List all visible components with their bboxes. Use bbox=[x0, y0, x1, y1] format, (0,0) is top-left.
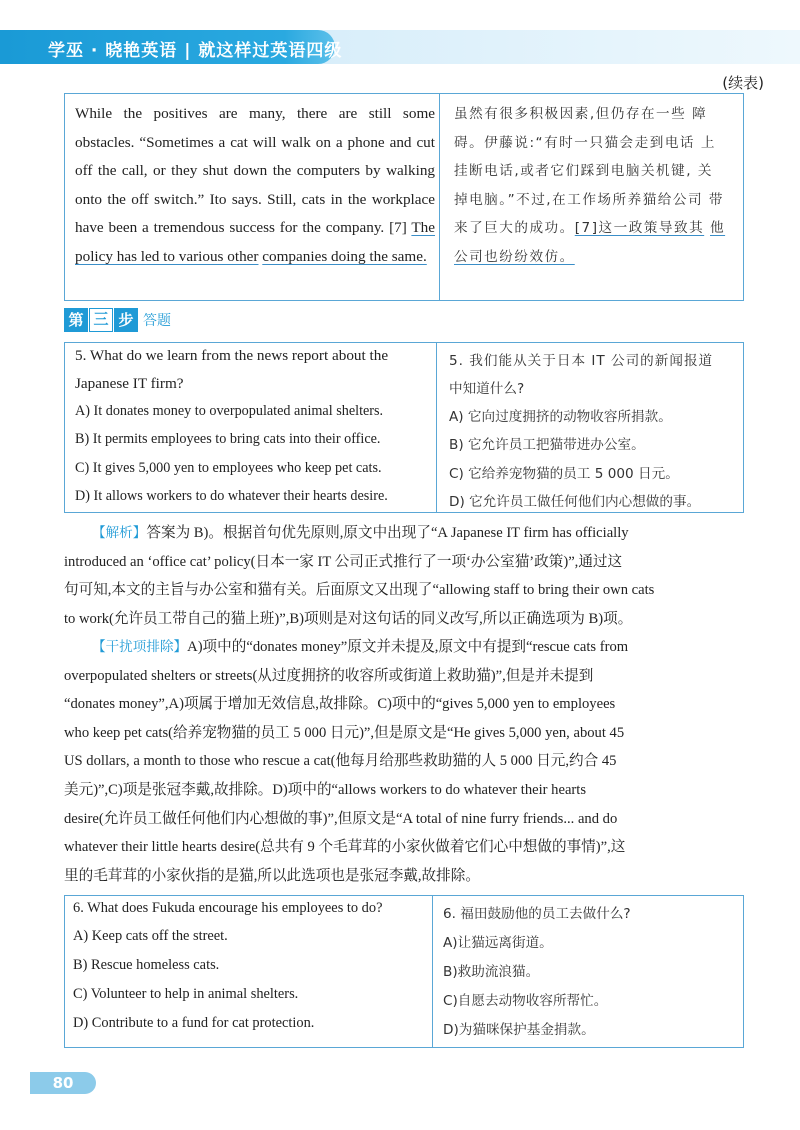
question-5-zh-line1: 5. 我们能从关于日本 IT 公司的新闻报道 bbox=[449, 353, 714, 369]
passage-chinese-text bbox=[454, 100, 726, 272]
question-6-en-option: A) Keep cats off the street. bbox=[73, 928, 228, 944]
passage-zh-line: 上挂断电话,或者它们踩到电脑关机键, bbox=[454, 134, 716, 180]
distractor-line: overpopulated shelters or streets(从过度拥挤的收容所或街道上救助猫)”,但是并未提到 bbox=[64, 667, 594, 684]
question-6-en-option: C) Volunteer to help in animal shelters. bbox=[73, 986, 299, 1002]
step-label bbox=[64, 307, 171, 333]
passage-zh-line: 虽然有很多积极因素,但仍存在一些 bbox=[454, 106, 687, 122]
passage-english-text bbox=[75, 100, 435, 272]
question-6-en-option: D) Contribute to a fund for cat protection. bbox=[73, 1015, 315, 1031]
question-5-zh-option: C) 它给养宠物猫的员工 5 000 日元。 bbox=[449, 466, 679, 482]
question-5-en-option: D) It allows workers to do whatever their hearts desire. bbox=[75, 488, 388, 504]
question-5-en-option: B) It permits employees to bring cats into their office. bbox=[75, 431, 381, 447]
analysis-line: 句可知,本文的主旨与办公室和猫有关。后面原文又出现了“allowing staff to bring their own cats bbox=[64, 582, 655, 599]
analysis-line: introduced an ‘office cat’ policy(日本一家 IT 公司正式推行了一项‘办公室猫’政策)”,通过这 bbox=[64, 553, 623, 570]
question-5-en-line2: Japanese IT firm? bbox=[75, 375, 184, 392]
table-divider bbox=[436, 343, 437, 512]
distractor-line: US dollars, a month to those who rescue a cat(他每月给那些救助猫的人 5 000 日元,约合 45 bbox=[64, 753, 617, 770]
passage-en-line: the workplace have been a tremendous success for the bbox=[75, 190, 435, 237]
distractor-line: “donates money”,A)项属于增加无效信息,故排除。C)项中的“gives 5,000 yen to employees bbox=[64, 696, 616, 713]
question-5-en-option: A) It donates money to overpopulated animal shelters. bbox=[75, 403, 384, 419]
question-6-table bbox=[64, 895, 744, 1048]
question-5-english-cell bbox=[65, 343, 436, 512]
passage-en-line: obstacles. “Sometimes a cat will walk on a phone and bbox=[75, 133, 412, 151]
question-5-table bbox=[64, 342, 744, 513]
passage-zh-line: 带来了巨大的成功。 bbox=[454, 191, 724, 237]
answer-sentence-zh: [7]这一政策导致其 bbox=[574, 220, 705, 237]
distractor-line: 【干扰项排除】A)项中的“donates money”原文并未提及,原文中有提到“rescue cats from bbox=[92, 639, 629, 655]
step-word: 答题 bbox=[143, 313, 171, 329]
question-5-en-option: C) It gives 5,000 yen to employees who keep pet cats. bbox=[75, 460, 382, 476]
passage-en-line: walking onto the off switch.” Ito says. Still, cats in bbox=[75, 162, 436, 208]
question-5-zh-option: A) 它向过度拥挤的动物收容所捐款。 bbox=[449, 409, 672, 425]
distractor-line: whatever their little hearts desire(总共有 9 个毛茸茸的小家伙做着它们心中想做的事情)”,这 bbox=[64, 839, 626, 856]
question-5-en-line1: 5. What do we learn from the news report about the bbox=[75, 347, 389, 364]
question-5-zh-line2: 中知道什么? bbox=[449, 381, 525, 397]
distractor-line: desire(允许员工做任何他们内心想做的事)”,但原文是“A total of nine furry friends... and do bbox=[64, 810, 618, 827]
question-6-english-cell bbox=[65, 896, 432, 1047]
table-divider bbox=[432, 896, 433, 1047]
analysis-tag: 【解析】 bbox=[92, 525, 147, 541]
distractor-line: 里的毛茸茸的小家伙指的是猫,所以此选项也是张冠李戴,故排除。 bbox=[64, 867, 480, 884]
answer-sentence-zh-cont: 他公司也纷纷效仿。 bbox=[454, 220, 726, 265]
step-chip: 三 bbox=[89, 308, 113, 332]
question-6-en-option: B) Rescue homeless cats. bbox=[73, 957, 220, 973]
question-5-zh-option: D) 它允许员工做任何他们内心想做的事。 bbox=[449, 494, 701, 510]
table-divider bbox=[439, 94, 440, 300]
question-6-zh-option: C)自愿去动物收容所帮忙。 bbox=[443, 993, 608, 1009]
distractor-tag: 【干扰项排除】 bbox=[92, 639, 188, 655]
question-6-zh-option: B)救助流浪猫。 bbox=[443, 964, 540, 980]
analysis-paragraph bbox=[64, 519, 740, 633]
step-chip: 步 bbox=[114, 308, 138, 332]
distractor-paragraph bbox=[64, 633, 740, 890]
question-6-zh-option: D)为猫咪保护基金捐款。 bbox=[443, 1022, 595, 1038]
passage-table bbox=[64, 93, 744, 301]
distractor-line: 美元)”,C)项是张冠李戴,故排除。D)项中的“allows workers to do whatever their hearts bbox=[64, 781, 587, 798]
passage-zh-line: 障碍。伊藤说:“有时一只猫会走到电话 bbox=[454, 106, 708, 151]
passage-english-cell bbox=[65, 94, 439, 300]
question-6-zh-question: 6. 福田鼓励他的员工去做什么? bbox=[443, 906, 631, 922]
question-5-zh-option: B) 它允许员工把猫带进办公室。 bbox=[449, 437, 645, 453]
passage-en-line: company. [7] bbox=[325, 219, 412, 237]
passage-zh-line: 关掉电脑。”不过,在工作场所养猫给公司 bbox=[454, 163, 713, 208]
passage-en-line: While the positives are many, there are still some bbox=[75, 105, 435, 122]
passage-en-line: cut off the call, or they shut down the computers by bbox=[75, 133, 435, 180]
question-6-en-question: 6. What does Fukuda encourage his employees to do? bbox=[73, 900, 383, 916]
page-header-title: 学巫 · 晓艳英语 | 就这样过英语四级 bbox=[48, 41, 343, 61]
answer-sentence-en: The policy has led to various other bbox=[75, 219, 436, 265]
analysis-line: to work(允许员工带自己的猫上班)”,B)项则是对这句话的同义改写,所以正确选项为 B)项。 bbox=[64, 610, 633, 627]
page-number: 80 bbox=[30, 1072, 96, 1094]
answer-sentence-en-cont: companies doing the same. bbox=[262, 247, 427, 265]
question-6-zh-option: A)让猫远离街道。 bbox=[443, 935, 553, 951]
distractor-line: who keep pet cats(给养宠物猫的员工 5 000 日元)”,但是原文是“He gives 5,000 yen, about 45 bbox=[64, 724, 625, 741]
continued-label: (续表) bbox=[722, 74, 764, 92]
step-chip: 第 bbox=[64, 308, 88, 332]
analysis-line: 【解析】答案为 B)。根据首句优先原则,原文中出现了“A Japanese IT firm has officially bbox=[92, 525, 629, 541]
